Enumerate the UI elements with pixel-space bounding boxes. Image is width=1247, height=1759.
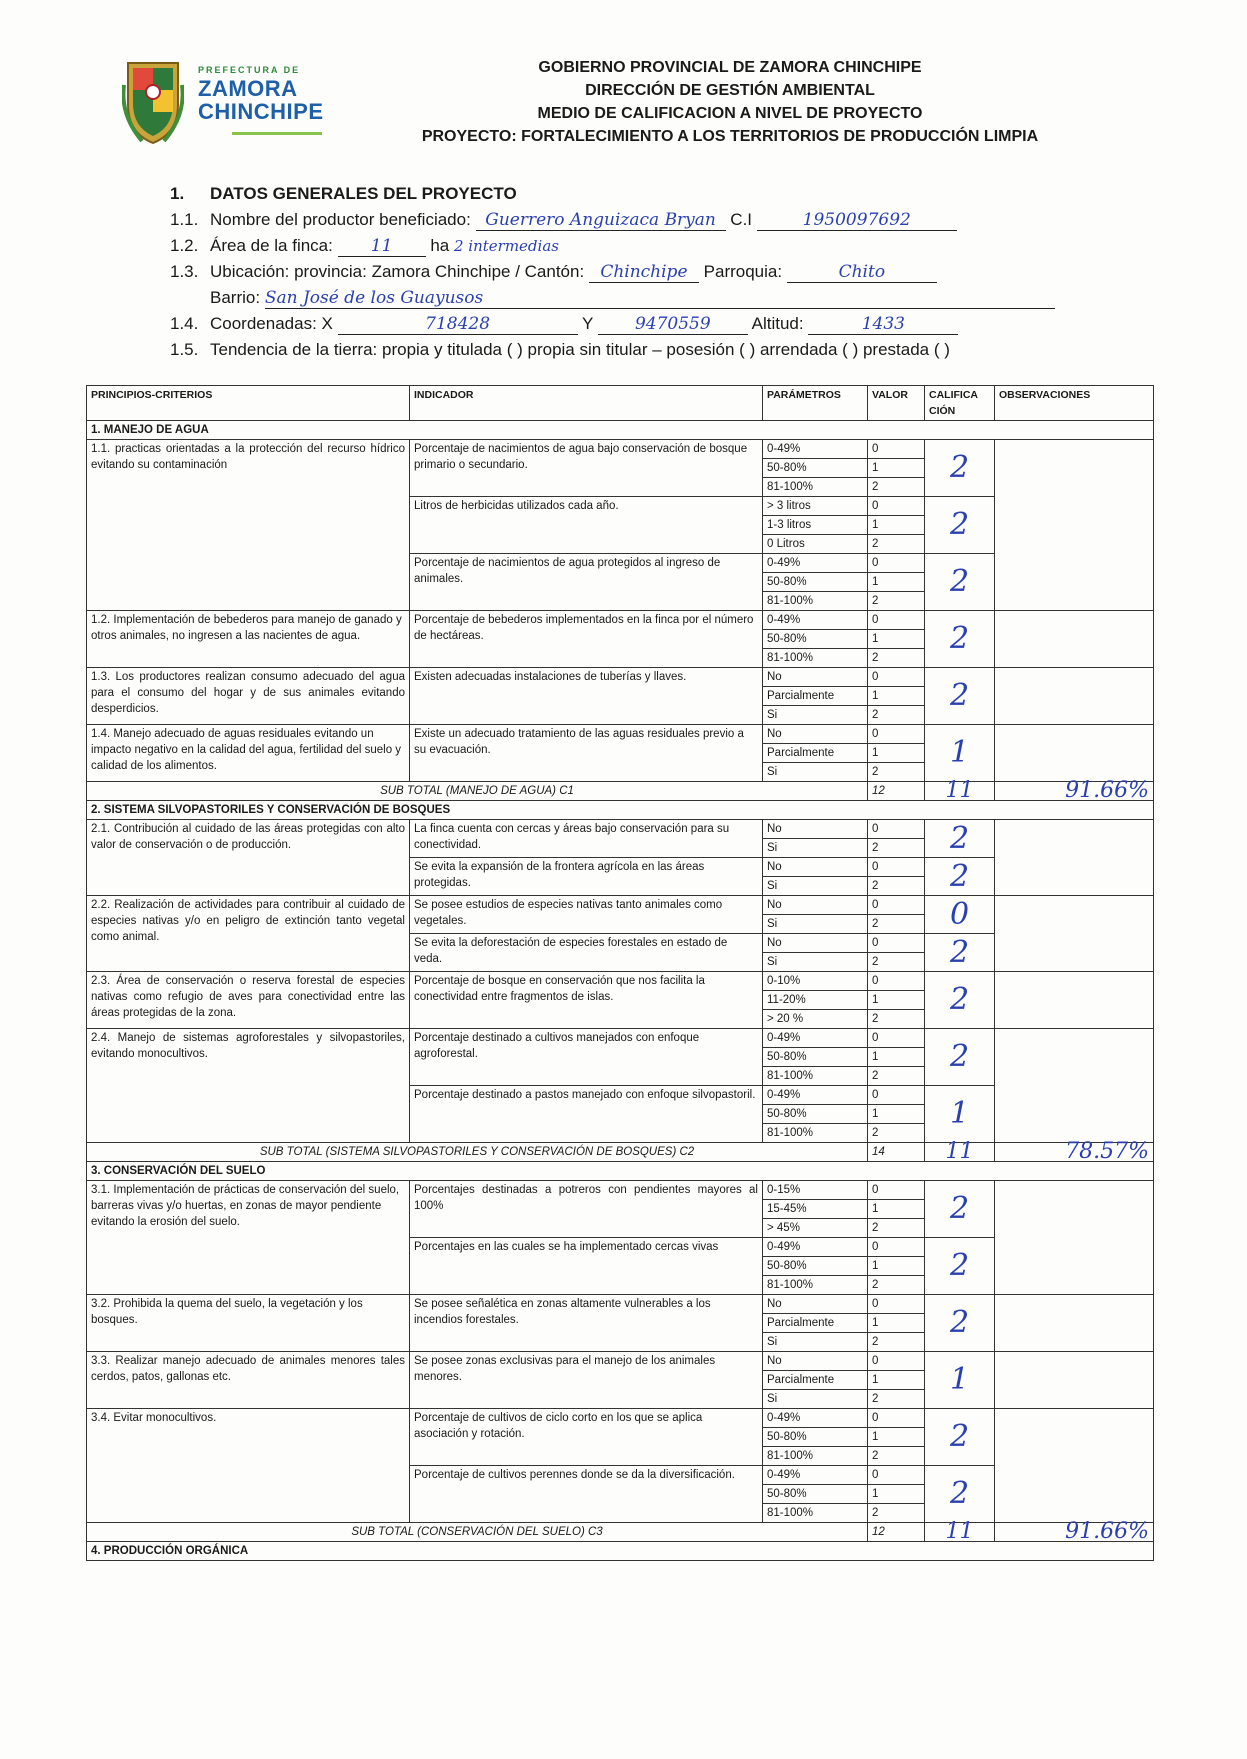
grade-value: 2: [925, 554, 995, 611]
grade-value: 2: [925, 668, 995, 725]
table-header-row: PRINCIPIOS-CRITERIOS INDICADOR PARÁMETROS VALOR CALIFICA CIÓN OBSERVACIONES: [87, 386, 1154, 421]
grade-value: 0: [925, 896, 995, 934]
section-row: 2. SISTEMA SILVOPASTORILES Y CONSERVACIÓN DE BOSQUES: [87, 801, 1154, 820]
grade-value: 2: [925, 1029, 995, 1086]
section-title: 1. DATOS GENERALES DEL PROYECTO: [170, 184, 517, 203]
table-row: 3.2. Prohibida la quema del suelo, la vegetación y los bosques. Se posee señalética en zonas altamente vulnerables a los incendios forestales. No 0 2: [87, 1295, 1154, 1314]
coord-x-field: 718428: [338, 314, 578, 335]
table-row: Porcentaje destinado a pastos manejado con enfoque silvopastoril. 0-49% 0 1: [87, 1086, 1154, 1105]
table-row: 2.1. Contribución al cuidado de las áreas protegidas con alto valor de conservación o de producción. La finca cuenta con cercas y áreas bajo conservación para su conectividad. No 0 2: [87, 820, 1154, 839]
grade-value: 2: [925, 611, 995, 668]
altitud-field: 1433: [808, 314, 958, 335]
coordenadas-row: 1.4. Coordenadas: X 718428 Y 9470559 Altitud: 1433: [170, 314, 958, 335]
table-row: Porcentajes en las cuales se ha implementado cercas vivas 0-49% 0 2: [87, 1238, 1154, 1257]
header-line-3: MEDIO DE CALIFICACION A NIVEL DE PROYECTO: [537, 105, 923, 122]
table-row: 2.3. Área de conservación o reserva forestal de especies nativas como refugio de aves para conectividad entre las áreas protegidas de la zona. Porcentaje de bosque en conservación que nos facilita la conectividad entre fragmentos de islas. 0-10% 0 2: [87, 972, 1154, 991]
grade-value: 2: [925, 1409, 995, 1466]
grade-value: 2: [925, 858, 995, 896]
table-row: Porcentaje de nacimientos de agua protegidos al ingreso de animales. 0-49% 0 2: [87, 554, 1154, 573]
subtotal-row: SUB TOTAL (SISTEMA SILVOPASTORILES Y CONSERVACIÓN DE BOSQUES) C2 14 11 78.57%: [87, 1143, 1154, 1162]
logo-line-zamora: ZAMORA: [198, 76, 298, 101]
area-field: 11: [338, 236, 426, 257]
table-row: 3.1. Implementación de prácticas de conservación del suelo, barreras vivas y/o huertas, en zonas de mayor pendiente evitando la erosión del suelo. Porcentajes destinadas a potreros con pendientes mayores al 100% 0-15% 0 2: [87, 1181, 1154, 1200]
grade-value: 2: [925, 497, 995, 554]
grade-value: 1: [925, 1086, 995, 1143]
logo-line-chinchipe: CHINCHIPE: [198, 99, 324, 124]
grade-value: 2: [925, 820, 995, 858]
logo-underline: [232, 132, 322, 135]
parroquia-field: Chito: [787, 262, 937, 283]
grade-value: 2: [925, 1295, 995, 1352]
evaluation-table: PRINCIPIOS-CRITERIOS INDICADOR PARÁMETROS VALOR CALIFICA CIÓN OBSERVACIONES 1. MANEJO DE AGUA 1.1. practicas orientadas a la protección del recurso hídrico evitando su contaminación Porcentaje de nacimientos de agua bajo conservación de bosque primario o secundario. 0-49% 0 2 50-80% 1 81-100% 2 Litros de herbicidas utilizados cada año. > 3 litros 0 2 1-3 litros 1 0 Litros 2 Porcentaje de nacimientos de agua protegidos al ingreso de animales. 0-49% 0 2 50-80% 1 81-100% 2 1.2. Implementación de bebederos para manejo de ganado y otros animales, no ingresen a las nacientes de agua. Porcentaje de bebederos implementados en la finca por el número de hectáreas. 0-49% 0 2 50-80% 1 81-100% 2 1.3. Los productores realizan consumo adecuado del agua para el consumo del hogar y de sus animales evitando desperdicios. Existen adecuadas instalaciones de tuberías y llaves. No 0 2 Parcialmente 1 Si 2 1.4. Manejo adecuado de aguas residuales evitando un impacto negativo en la calidad del agua, fertilidad del suelo y calidad de los alimentos. Existe un adecuado tratamiento de las aguas residuales previo a su evacuación. No 0 1 Parcialmente 1 Si 2 SUB TOTAL (MANEJO DE AGUA) C1 12 11 91.66% 2. SISTEMA SILVOPASTORILES Y CONSERVACIÓN DE BOSQUES 2.1. Contribución al cuidado de las áreas protegidas con alto valor de conservación o de producción. La finca cuenta con cercas y áreas bajo conservación para su conectividad. No 0 2 Si 2 Se evita la expansión de la frontera agrícola en las áreas protegidas. No 0 2 Si 2 2.2. Realización de actividades para contribuir al cuidado de especies nativas y/o en peligro de extinción tanto vegetal como animal. Se posee estudios de especies nativas tanto animales como vegetales. No 0 0 Si 2 Se evita la deforestación de especies forestales en estado de veda. No 0 2 Si 2 2.3. Área de conservación o reserva forestal de especies nativas como refugio de aves para conectividad entre las áreas protegidas de la zona. Porcentaje de bosque en conservación que nos facilita la conectividad entre fragmentos de islas. 0-10% 0 2 11-20% 1 > 20 % 2 2.4. Manejo de sistemas agroforestales y silvopastoriles, evitando monocultivos. Porcentaje destinado a cultivos manejados con enfoque agroforestal. 0-49% 0 2 50-80% 1 81-100% 2 Porcentaje destinado a pastos manejado con enfoque silvopastoril. 0-49% 0 1 50-80% 1 81-100% 2 SUB TOTAL (SISTEMA SILVOPASTORILES Y CONSERVACIÓN DE BOSQUES) C2 14 11 78.57% 3. CONSERVACIÓN DEL SUELO 3.1. Implementación de prácticas de conservación del suelo, barreras vivas y/o huertas, en zonas de mayor pendiente evitando la erosión del suelo. Porcentajes destinadas a potreros con pendientes mayores al 100% 0-15% 0 2 15-45% 1 > 45% 2 Porcentajes en las cuales se ha implementado cercas vivas 0-49% 0 2 50-80% 1 81-100% 2 3.2. Prohibida la quema del suelo, la vegetación y los bosques. Se posee señalética en zonas altamente vulnerables a los incendios forestales. No 0 2 Parcialmente 1 Si 2 3.3. Realizar manejo adecuado de animales menores tales cerdos, patos, gallonas etc. Se posee zonas exclusivas para el manejo de los animales menores. No 0 1 Parcialmente 1 Si 2 3.4. Evitar monocultivos. Porcentaje de cultivos de ciclo corto en los que se aplica asociación y rotación. 0-49% 0 2 50-80% 1 81-100% 2 Porcentaje de cultivos perennes donde se da la diversificación. 0-49% 0 2 50-80% 1 81-100% 2 SUB TOTAL (CONSERVACIÓN DEL SUELO) C3 12 11 91.66% 4. PRODUCCIÓN ORGÁNICA: [86, 385, 1154, 1561]
header-line-4: PROYECTO: FORTALECIMIENTO A LOS TERRITORIOS DE PRODUCCIÓN LIMPIA: [421, 128, 1039, 145]
grade-value: 2: [925, 1466, 995, 1523]
area-row: 1.2. Área de la finca: 11 ha 2 intermedias: [170, 236, 559, 256]
ci-field: 1950097692: [757, 210, 957, 231]
barrio-row: Barrio: San José de los Guayusos: [210, 288, 1055, 309]
table-row: 1.2. Implementación de bebederos para manejo de ganado y otros animales, no ingresen a las nacientes de agua. Porcentaje de bebederos implementados en la finca por el número de hectáreas. 0-49% 0 2: [87, 611, 1154, 630]
table-row: 3.3. Realizar manejo adecuado de animales menores tales cerdos, patos, gallonas etc. Se posee zonas exclusivas para el manejo de los animales menores. No 0 1: [87, 1352, 1154, 1371]
prefecture-logo: PREFECTURA DE ZAMORA CHINCHIPE: [122, 55, 332, 155]
grade-value: 2: [925, 972, 995, 1029]
canton-field: Chinchipe: [589, 262, 699, 283]
header-line-2: DIRECCIÓN DE GESTIÓN AMBIENTAL: [585, 82, 875, 99]
barrio-field: San José de los Guayusos: [265, 288, 1055, 309]
section-row: 1. MANEJO DE AGUA: [87, 421, 1154, 440]
table-row: 2.4. Manejo de sistemas agroforestales y silvopastoriles, evitando monocultivos. Porcentaje destinado a cultivos manejados con enfoque agroforestal. 0-49% 0 2: [87, 1029, 1154, 1048]
table-row: Porcentaje de cultivos perennes donde se da la diversificación. 0-49% 0 2: [87, 1466, 1154, 1485]
tendencia-row: 1.5. Tendencia de la tierra: propia y titulada ( ) propia sin titular – posesión ( ) arrendada ( ) prestada ( ): [170, 340, 950, 359]
document-header: [370, 56, 1090, 148]
table-row: Se evita la expansión de la frontera agrícola en las áreas protegidas. No 0 2: [87, 858, 1154, 877]
grade-value: 2: [925, 934, 995, 972]
table-row: Se evita la deforestación de especies forestales en estado de veda. No 0 2: [87, 934, 1154, 953]
coat-of-arms-icon: [122, 55, 184, 147]
grade-value: 1: [925, 725, 995, 782]
coord-y-field: 9470559: [598, 314, 748, 335]
section-row: 3. CONSERVACIÓN DEL SUELO: [87, 1162, 1154, 1181]
subtotal-row: SUB TOTAL (MANEJO DE AGUA) C1 12 11 91.66%: [87, 782, 1154, 801]
grade-value: 2: [925, 1181, 995, 1238]
table-row: Litros de herbicidas utilizados cada año. > 3 litros 0 2: [87, 497, 1154, 516]
grade-value: 2: [925, 1238, 995, 1295]
table-row: 1.3. Los productores realizan consumo adecuado del agua para el consumo del hogar y de sus animales evitando desperdicios. Existen adecuadas instalaciones de tuberías y llaves. No 0 2: [87, 668, 1154, 687]
table-row: 2.2. Realización de actividades para contribuir al cuidado de especies nativas y/o en peligro de extinción tanto vegetal como animal. Se posee estudios de especies nativas tanto animales como vegetales. No 0 0: [87, 896, 1154, 915]
header-line-1: GOBIERNO PROVINCIAL DE ZAMORA CHINCHIPE: [538, 59, 922, 76]
grade-value: 2: [925, 440, 995, 497]
table-row: 1.1. practicas orientadas a la protección del recurso hídrico evitando su contaminación Porcentaje de nacimientos de agua bajo conservación de bosque primario o secundario. 0-49% 0 2: [87, 440, 1154, 459]
productor-field: Guerrero Anguizaca Bryan: [476, 210, 726, 231]
table-row: 1.4. Manejo adecuado de aguas residuales evitando un impacto negativo en la calidad del agua, fertilidad del suelo y calidad de los alimentos. Existe un adecuado tratamiento de las aguas residuales previo a su evacuación. No 0 1: [87, 725, 1154, 744]
subtotal-row: SUB TOTAL (CONSERVACIÓN DEL SUELO) C3 12 11 91.66%: [87, 1523, 1154, 1542]
table-row: 3.4. Evitar monocultivos. Porcentaje de cultivos de ciclo corto en los que se aplica asociación y rotación. 0-49% 0 2: [87, 1409, 1154, 1428]
grade-value: 1: [925, 1352, 995, 1409]
section-row: 4. PRODUCCIÓN ORGÁNICA: [87, 1542, 1154, 1561]
area-note: 2 intermedias: [453, 237, 559, 255]
ubicacion-row: 1.3. Ubicación: provincia: Zamora Chinchipe / Cantón: Chinchipe Parroquia: Chito: [170, 262, 937, 283]
productor-row: 1.1. Nombre del productor beneficiado: Guerrero Anguizaca Bryan C.I 1950097692: [170, 210, 957, 231]
